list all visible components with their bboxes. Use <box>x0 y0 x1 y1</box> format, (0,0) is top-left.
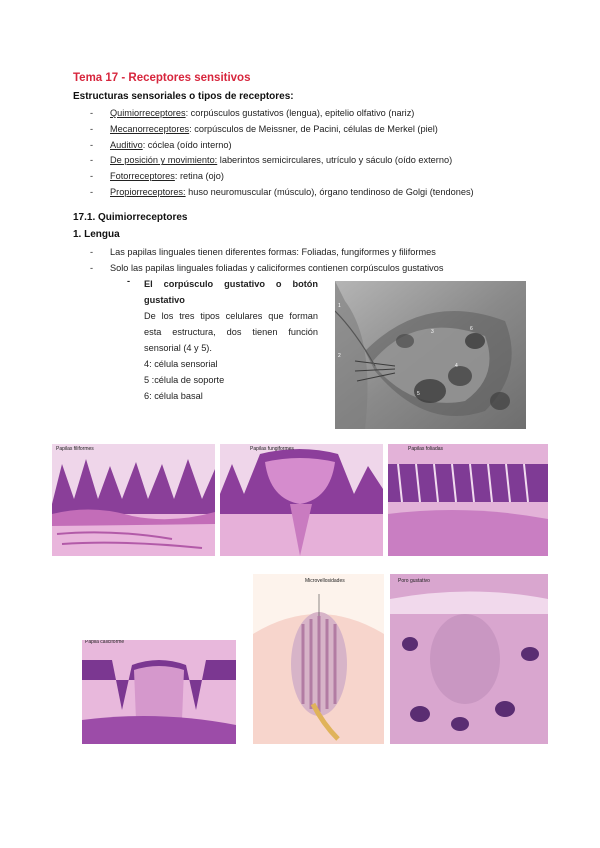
receptor-description: laberintos semicirculares, utrículo y sáculo (oído externo) <box>217 155 453 166</box>
diagram-label: Microvellosidades <box>305 578 345 584</box>
corpusculo-desc-3: sensorial (4 y 5). <box>144 343 212 353</box>
taste-bud-micrograph <box>335 281 526 429</box>
list-item: - Mecanorreceptores: corpúsculos de Meissner, de Pacini, células de Merkel (piel) <box>90 123 438 134</box>
cell-item-6: 6: célula basal <box>144 391 203 401</box>
list-item: - Propiorreceptores: huso neuromuscular (músculo), órgano tendinoso de Golgi (tendones) <box>90 186 474 197</box>
receptor-term: Mecanorreceptores <box>110 123 190 134</box>
filiform-drawing <box>52 444 215 556</box>
em-label-6: 6 <box>470 326 473 332</box>
foliate-label: Papilas foliadas <box>408 446 444 452</box>
sub-bullet-marker: - <box>127 276 131 286</box>
receptor-term: Fotorreceptores <box>110 171 175 182</box>
fungiform-drawing <box>220 444 383 556</box>
receptor-term: Propiorreceptores: <box>110 186 186 197</box>
receptor-term: Quimiorreceptores <box>110 108 186 118</box>
list-item: - De posición y movimiento: laberintos semicirculares, utrículo y sáculo (oído externo) <box>90 155 453 166</box>
filiform-label: Papilas filiformes <box>56 446 94 452</box>
receptor-list <box>90 106 474 201</box>
receptor-description: : corpúsculos gustativos (lengua), epitelio olfativo (nariz) <box>185 108 415 118</box>
em-label-1: 1 <box>338 303 341 309</box>
fungiform-label: Papilas fungiformes <box>250 446 294 452</box>
taste-pore-label: Poro gustativo <box>398 578 430 584</box>
corpusculo-block <box>144 276 318 404</box>
receptor-description: huso neuromuscular (músculo), órgano tendinoso de Golgi (tendones) <box>185 186 474 197</box>
corpusculo-heading-2: gustativo <box>144 295 185 305</box>
list-item: - Auditivo: cóclea (oído interno) <box>90 139 232 150</box>
circumvallate-papilla-image <box>82 640 236 744</box>
taste-bud-histology-drawing <box>390 574 548 744</box>
circumvallate-drawing <box>82 640 236 744</box>
section-heading: 17.1. Quimiorreceptores <box>73 212 188 223</box>
foliate-papillae-image <box>388 444 548 556</box>
list-item-text: Solo las papilas linguales foliadas y caliciformes contienen corpúsculos gustativos <box>110 263 444 273</box>
lengua-list <box>90 244 443 276</box>
micrograph-drawing <box>335 281 526 429</box>
list-item: - Fotorreceptores: retina (ojo) <box>90 171 224 182</box>
list-item: - Solo las papilas linguales foliadas y caliciformes contienen corpúsculos gustativos <box>90 263 444 273</box>
corpusculo-desc-2: esta estructura, dos tienen función <box>144 327 318 337</box>
em-label-3: 3 <box>431 329 434 335</box>
cell-item-5: 5 :célula de soporte <box>144 375 225 385</box>
receptor-description: : retina (ojo) <box>174 171 224 182</box>
fungiform-papillae-image <box>220 444 383 556</box>
receptor-term: De posición y movimiento: <box>110 155 218 166</box>
diagram-drawing <box>253 574 384 744</box>
corpusculo-desc-1: De los tres tipos celulares que forman <box>144 311 318 321</box>
list-item: - Quimiorreceptores: corpúsculos gustativos (lengua), epitelio olfativo (nariz) <box>90 108 415 118</box>
receptor-description: : cóclea (oído interno) <box>142 139 232 150</box>
list-item-text: Las papilas linguales tienen diferentes formas: Foliadas, fungiformes y filiformes <box>110 247 436 257</box>
receptor-types-heading: Estructuras sensoriales o tipos de receptores: <box>73 91 294 102</box>
foliate-drawing <box>388 444 548 556</box>
filiform-papillae-image <box>52 444 215 556</box>
page-title: Tema 17 - Receptores sensitivos <box>73 72 251 84</box>
em-label-4: 4 <box>455 363 458 369</box>
cell-item-4: 4: célula sensorial <box>144 359 218 369</box>
em-label-2: 2 <box>338 353 341 359</box>
corpusculo-heading-1: El corpúsculo gustativo o botón <box>144 279 318 289</box>
receptor-description: : corpúsculos de Meissner, de Pacini, células de Merkel (piel) <box>189 123 438 134</box>
subsection-heading: 1. Lengua <box>73 229 120 240</box>
circumvallate-label: Papila caliciforme <box>85 640 125 645</box>
em-label-5: 5 <box>417 391 420 397</box>
taste-bud-histology-image <box>390 574 548 744</box>
receptor-term: Auditivo <box>110 139 143 150</box>
taste-bud-diagram <box>253 574 384 744</box>
list-item: - Las papilas linguales tienen diferentes formas: Foliadas, fungiformes y filiformes <box>90 247 436 257</box>
